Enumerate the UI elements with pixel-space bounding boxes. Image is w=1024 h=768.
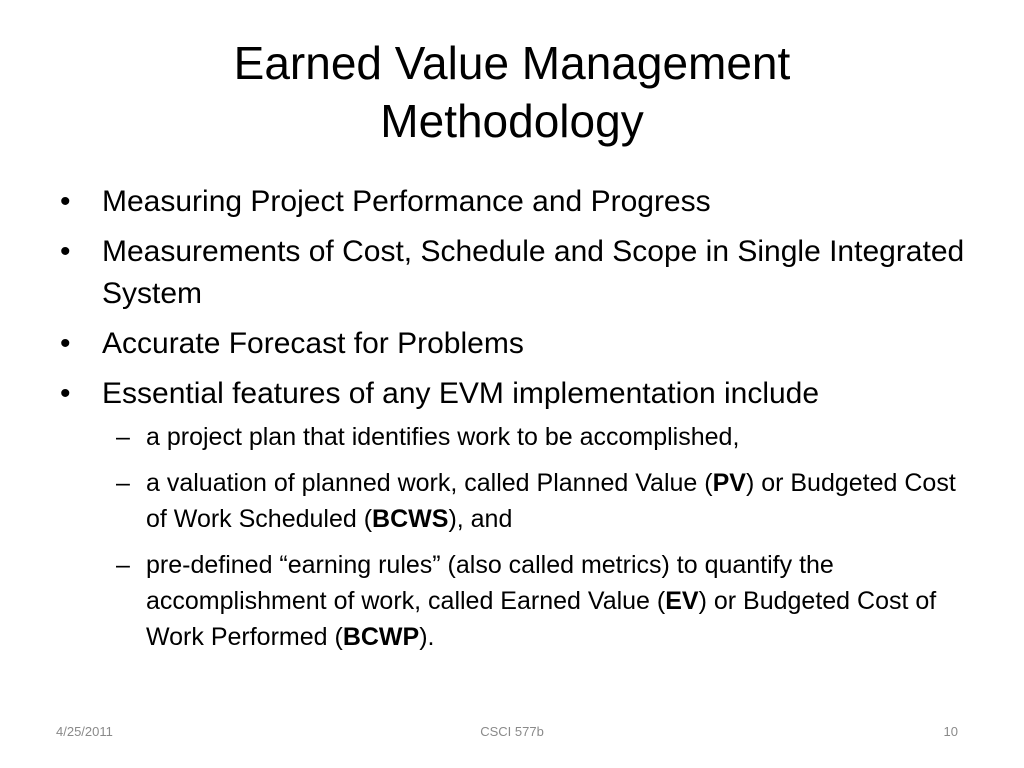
bullet-text: Essential features of any EVM implementation include — [102, 377, 820, 410]
bullet-icon: • — [60, 327, 71, 360]
sub-bullet-text: a project plan that identifies work to be accomplished, — [146, 423, 740, 451]
bullet-item — [56, 323, 976, 365]
bullet-item — [56, 231, 976, 315]
bcwp-term: BCWP — [342, 623, 420, 651]
dash-icon: – — [116, 423, 130, 451]
pv-term: PV — [712, 469, 746, 497]
bullet-icon: • — [60, 377, 71, 410]
ev-term: EV — [665, 587, 699, 615]
footer-course: CSCI 577b — [480, 724, 544, 739]
sub-bullet-item — [102, 547, 976, 655]
bullet-text: Measuring Project Performance and Progress — [102, 185, 711, 218]
footer-date: 4/25/2011 — [56, 724, 113, 739]
sub-bullet-text — [146, 551, 936, 651]
text-run: a valuation of planned work, called Planned Value ( — [146, 469, 713, 497]
bullet-item — [56, 373, 976, 655]
bullet-icon: • — [60, 235, 71, 268]
slide-body — [56, 181, 976, 665]
bullet-list — [56, 181, 976, 655]
text-run: ) or Budgeted Cost of Work Scheduled ( — [146, 469, 956, 533]
bullet-item — [56, 181, 976, 223]
bullet-text: Accurate Forecast for Problems — [102, 327, 524, 360]
dash-icon: – — [116, 551, 130, 579]
sub-bullet-item — [102, 419, 976, 455]
bullet-icon: • — [60, 185, 71, 218]
text-run: pre-defined “earning rules” (also called metrics) to quantify the accomplishment of work, called Earned Value ( — [146, 551, 834, 615]
title-line-2: Methodology — [380, 95, 644, 147]
text-run: ), and — [448, 505, 513, 533]
sub-bullet-list — [102, 419, 976, 655]
sub-bullet-text — [146, 469, 956, 533]
sub-bullet-item — [102, 465, 976, 537]
text-run: ) or Budgeted Cost of Work Performed ( — [146, 587, 937, 651]
bullet-text: Measurements of Cost, Schedule and Scope in Single Integrated System — [102, 235, 965, 310]
text-run: ). — [419, 623, 435, 651]
title-line-1: Earned Value Management — [233, 37, 791, 89]
footer-page-number: 10 — [943, 724, 958, 739]
dash-icon: – — [116, 469, 130, 497]
slide-title — [0, 34, 1024, 150]
bcws-term: BCWS — [372, 505, 449, 533]
